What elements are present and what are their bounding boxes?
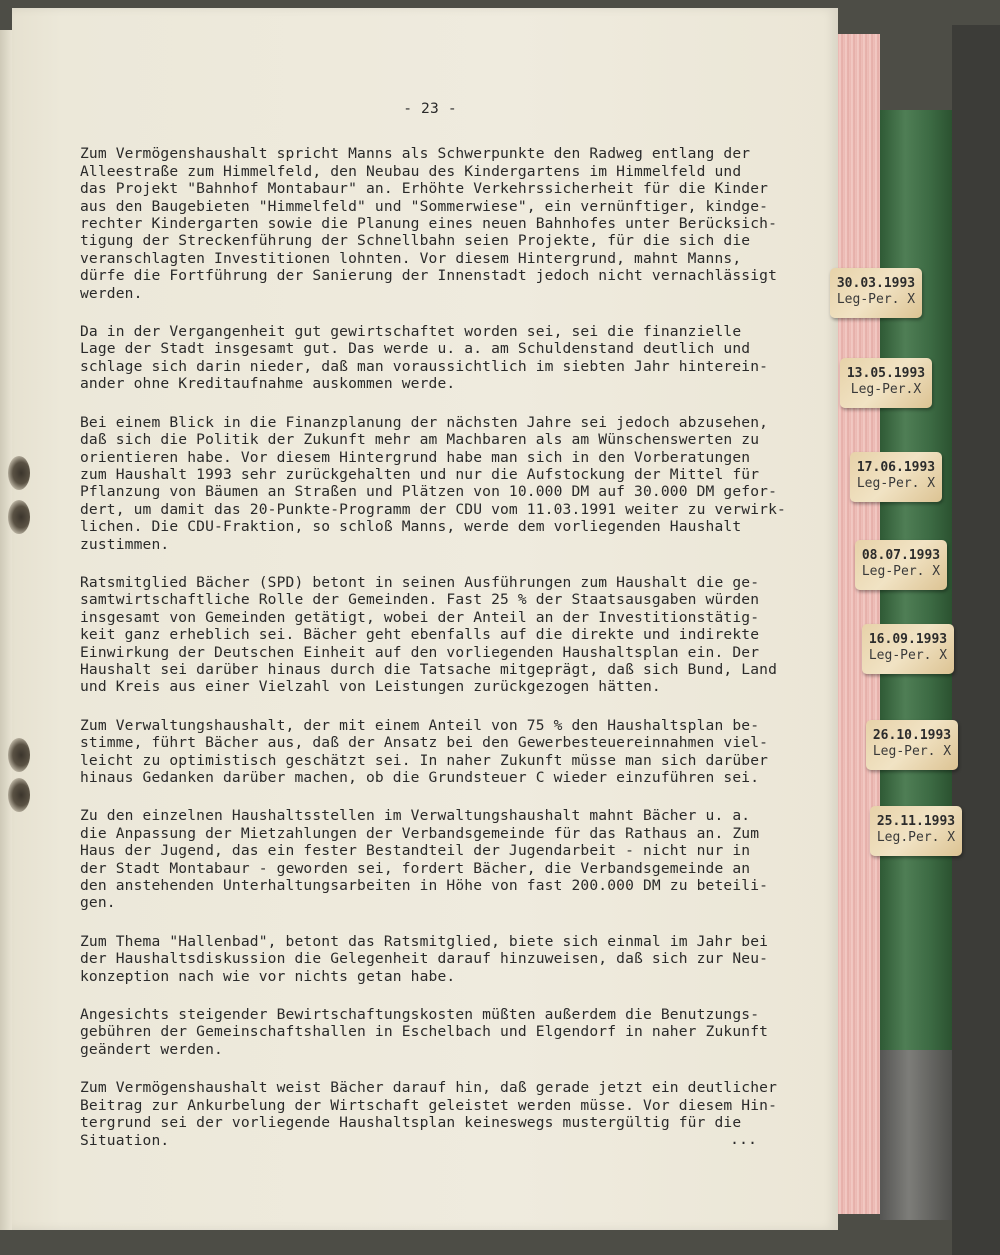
paragraph: Zum Thema "Hallenbad", betont das Ratsmitglied, biete sich einmal im Jahr bei der Haushaltsdiskussion die Gelegenheit darauf hinzuweisen, daß sich zur Neu- konzeption nach wie vor nichts getan habe. — [80, 932, 769, 985]
index-tab[interactable] — [830, 268, 922, 318]
index-tab[interactable] — [866, 720, 958, 770]
binder-cover-corner-bottom — [880, 1050, 952, 1220]
index-tab[interactable] — [855, 540, 947, 590]
tab-label: Leg-Per.X — [850, 382, 922, 397]
punch-hole — [8, 456, 30, 490]
paragraph: Ratsmitglied Bächer (SPD) betont in seinen Ausführungen zum Haushalt die ge- samtwirtschaftliche Rolle der Gemeinden. Fast 25 % der Staatsausgaben würden insgesamt von Gemeinden getätigt, wobei der Anteil an der Investitionstätig- keit ganz erheblich sei. Bächer geht ebenfalls auf die direkte und indirekte Einwirkung der Deutschen Einheit auf den vorliegenden Haushaltsplan ein. Der Haushalt sei darüber hinaus durch die Tatsache mitgeprägt, daß sich Bund, Land und Kreis aus einer Vielzahl von Leistungen zurückgezogen hätten. — [80, 573, 778, 696]
index-tab[interactable] — [840, 358, 932, 408]
tab-date: 17.06.1993 — [856, 460, 936, 475]
tab-date: 25.11.1993 — [876, 814, 956, 829]
paragraph: Da in der Vergangenheit gut gewirtschaftet worden sei, sei die finanzielle Lage der Stadt insgesamt gut. Das werde u. a. am Schuldenstand deutlich und schlage sich darin nieder, daß man voraussichtlich im siebten Jahr hinterein- ander ohne Kreditaufnahme auskommen werde. — [80, 323, 769, 393]
index-tab[interactable] — [850, 452, 942, 502]
tab-date: 16.09.1993 — [868, 632, 948, 647]
paragraph: Zu den einzelnen Haushaltsstellen im Verwaltungshaushalt mahnt Bächer u. a. die Anpassung der Mietzahlungen der Verbandsgemeinde für das Rathaus an. Zum Haus der Jugend, das ein fester Bestandteil der Jugendarbeit - nicht nur in der Stadt Montabaur - geworden sei, fordert Bächer, die Verbandsgemeinde an den anstehenden Unterhaltungsarbeiten in Höhe von fast 200.000 DM zu beteili- gen. — [80, 807, 769, 912]
tab-date: 13.05.1993 — [846, 366, 926, 381]
punch-hole — [8, 778, 30, 812]
tab-date: 26.10.1993 — [872, 728, 952, 743]
paragraph: Angesichts steigender Bewirtschaftungskosten müßten außerdem die Benutzungs- gebühren der Gemeinschaftshallen in Eschelbach und Elgendorf in naher Zukunft geändert werden. — [80, 1006, 769, 1058]
page-number: - 23 - — [403, 100, 457, 117]
tab-label: Leg-Per. X — [836, 292, 916, 307]
paragraph: Bei einem Blick in die Finanzplanung der nächsten Jahre sei jedoch abzusehen, daß sich die Politik der Zukunft mehr am Machbaren als am Wünschenswerten zu orientieren habe. Vor diesem Hintergrund habe man sich in den Vorberatungen zum Haushalt 1993 sehr zurückgehalten und nur die Aufstockung der Mittel für Pflanzung von Bäumen an Straßen und Plätzen von 10.000 DM auf 30.000 DM gefor- dert, um damit das 20-Punkte-Programm der CDU vom 11.03.1991 weiter zu verwirk- lichen. Die CDU-Fraktion, so schloß Manns, werde dem vorliegenden Haushalt zustimmen. — [80, 413, 786, 553]
punch-hole — [8, 738, 30, 772]
paragraph: Zum Verwaltungshaushalt, der mit einem Anteil von 75 % den Haushaltsplan be- stimme, führt Bächer aus, daß der Ansatz bei den Gewerbesteuereinnahmen viel- leicht zu optimistisch geschätzt sei. In naher Zukunft müsse man sich darüber hinaus Gedanken darüber machen, ob die Grundsteuer C wieder einzuführen sei. — [80, 716, 769, 786]
tab-label: Leg-Per. X — [856, 476, 936, 491]
tab-date: 08.07.1993 — [861, 548, 941, 563]
continuation-mark: ... — [730, 1130, 758, 1148]
tab-date: 30.03.1993 — [836, 276, 916, 291]
punch-hole — [8, 500, 30, 534]
index-tab[interactable] — [862, 624, 954, 674]
paragraph: Zum Vermögenshaushalt weist Bächer darauf hin, daß gerade jetzt ein deutlicher Beitrag zur Ankurbelung der Wirtschaft geleistet werden müsse. Vor diesem Hin- tergrund sei der vorliegende Haushaltsplan keineswegs mustergültig für die Situation. — [80, 1079, 778, 1149]
binder-cover-edge — [952, 25, 1000, 1255]
tab-label: Leg.Per. X — [876, 830, 956, 845]
document-body — [80, 100, 786, 1170]
tab-label: Leg-Per. X — [861, 564, 941, 579]
tab-label: Leg-Per. X — [868, 648, 948, 663]
tab-label: Leg-Per. X — [872, 744, 952, 759]
index-tab[interactable] — [870, 806, 962, 856]
paragraph: Zum Vermögenshaushalt spricht Manns als Schwerpunkte den Radweg entlang der Alleestraße zum Himmelfeld, den Neubau des Kindergartens im Himmelfeld und das Projekt "Bahnhof Montabaur" an. Erhöhte Verkehrssicherheit für die Kinder aus den Baugebieten "Himmelfeld" und "Sommerwiese", ein vernünftiger, kindge- rechter Kindergarten sowie die Planung eines neuen Bahnhofes unter Berücksich- tigung der Streckenführung der Schnellbahn seien Projekte, für die sich die veranschlagten Investitionen lohnten. Vor diesem Hintergrund, mahnt Manns, dürfe die Fortführung der Sanierung der Innenstadt jedoch nicht vernachlässigt werden. — [80, 145, 778, 302]
